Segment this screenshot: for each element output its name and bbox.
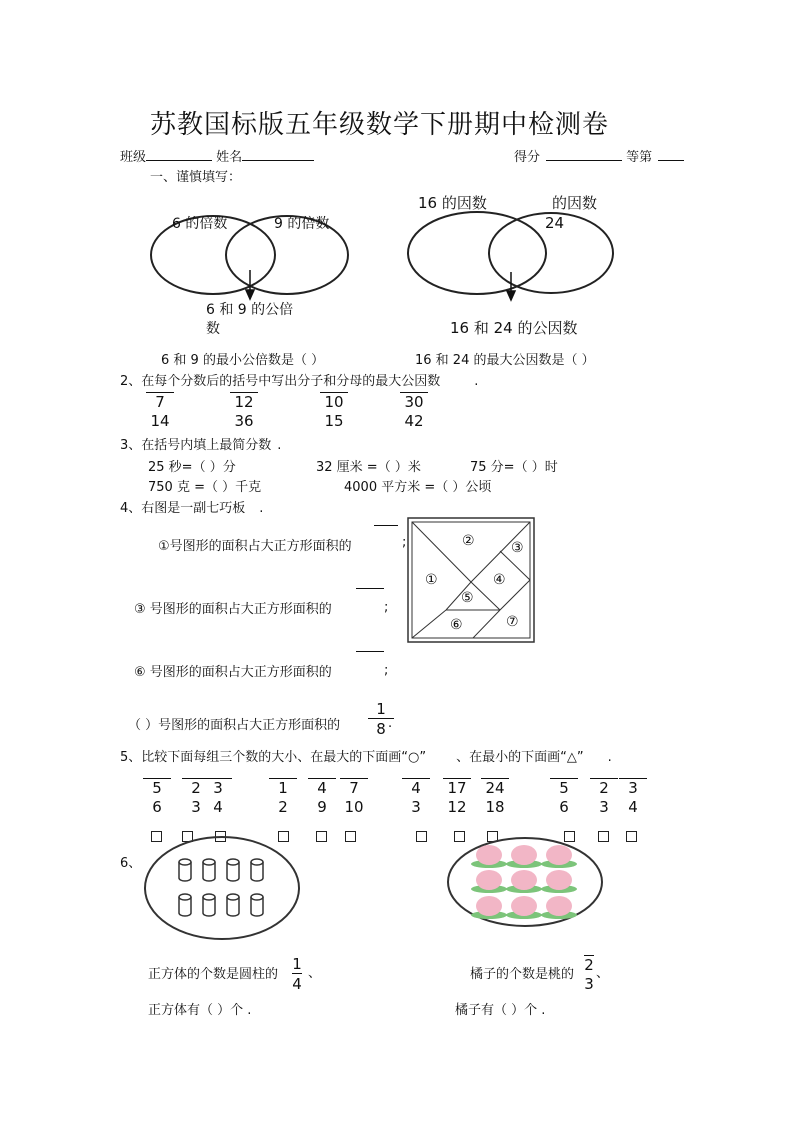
q4-instruction: 4、右图是一副七巧板 (120, 501, 246, 516)
tangram-piece-2: ② (462, 533, 475, 549)
peach-icon (471, 870, 507, 893)
q4-line-2: ③ 号图形的面积占大正方形面积的 (134, 602, 332, 617)
venn-right-label-a: 16 的因数 (418, 194, 487, 212)
q4-frac: $\frac{1}{8}$ (368, 700, 394, 739)
venn-left-common-label: 6 和 9 的公倍 (206, 302, 294, 318)
q2-instruction: 2、在每个分数后的括号中写出分子和分母的最大公因数 (120, 374, 441, 389)
q6-right-frac: 2 3 (584, 956, 594, 993)
rank-label: 等第 (626, 150, 653, 165)
q6-left-frac: $\frac{1}{4}$ (292, 955, 302, 993)
q5-g1-f3: 3 4 (204, 778, 232, 817)
q2-frac-3: 10 15 (320, 392, 348, 431)
page-title: 苏教国标版五年级数学下册期中检测卷 (150, 110, 610, 140)
q5-g4-f1: 5 6 (550, 778, 578, 817)
q3-item-5: 4000 平方米 =（ ）公顷 (344, 480, 492, 495)
q4-dot-end: . (388, 716, 393, 731)
venn-left-label-a: 6 的倍数 (172, 216, 228, 232)
q2-frac-1: 7 14 (146, 392, 174, 431)
q3-dot: . (277, 438, 282, 453)
q6-left-sep: 、 (308, 966, 322, 981)
class-label: 班级 (120, 150, 147, 165)
peach-icon (541, 870, 577, 893)
q6-right-question: 橘子有（ ）个 . (455, 1003, 546, 1018)
peach-icon (541, 896, 577, 919)
q4-semicolon-2: ; (384, 600, 389, 615)
q5-g1-f2: 2 3 (182, 778, 210, 817)
q6-left-text: 正方体的个数是圆柱的 (148, 967, 279, 982)
q5-g3-f3: 24 18 (481, 778, 509, 817)
q5-dot: . (607, 750, 612, 765)
q3-item-3: 75 分=（ ）时 (470, 460, 558, 475)
q5-g2-f3: 7 10 (340, 778, 368, 817)
peach-icon (471, 896, 507, 919)
peach-icon (506, 896, 542, 919)
venn-right-common-label: 16 和 24 的公因数 (450, 319, 578, 337)
q3-item-1: 25 秒=（ ）分 (148, 460, 236, 475)
q5-g4-f3: 3 4 (619, 778, 647, 817)
q5-g4-f2: 2 3 (590, 778, 618, 817)
venn-right-label-b: 的因数 (552, 194, 598, 212)
q6-right-sep: 、 (596, 966, 610, 981)
q3-instruction: 3、在括号内填上最简分数 (120, 438, 272, 453)
tangram-piece-5: ⑤ (461, 590, 474, 606)
q5-g3-f1: 4 3 (402, 778, 430, 817)
venn-left-common-label-2: 数 (206, 321, 220, 337)
peach-icon (541, 845, 577, 868)
tangram-piece-7: ⑦ (506, 614, 519, 630)
q6-right-text: 橘子的个数是桃的 (470, 967, 575, 982)
q6-label: 6、 (120, 856, 142, 871)
tangram-piece-1: ① (425, 572, 438, 588)
q5-g2-f1: 1 2 (269, 778, 297, 817)
peach-icon (506, 845, 542, 868)
q-lcm: 6 和 9 的最小公倍数是（ ） (161, 353, 325, 368)
tangram-piece-4: ④ (493, 572, 506, 588)
section1-heading: 一、谨慎填写： (150, 170, 242, 185)
q5-instruction-2: 、在最小的下面画“△” (456, 750, 584, 765)
q-gcd: 16 和 24 的最大公因数是（ ） (415, 353, 595, 368)
venn-left-label-b: 9 的倍数 (274, 216, 330, 232)
q4-semicolon-3: ; (384, 663, 389, 678)
q2-dot: . (474, 374, 479, 389)
name-label: 姓名 (216, 150, 243, 165)
q2-frac-2: 12 36 (230, 392, 258, 431)
q5-g1-f1: 5 6 (143, 778, 171, 817)
q5-g3-f2: 17 12 (443, 778, 471, 817)
venn-right-label-b-num: 24 (545, 214, 565, 232)
q4-dot: . (259, 501, 264, 516)
peach-icon (506, 870, 542, 893)
score-label: 得分 (514, 150, 541, 165)
tangram-piece-6: ⑥ (450, 617, 463, 633)
q6-left-question: 正方体有（ ）个 . (148, 1003, 252, 1018)
q4-line-4: （ ）号图形的面积占大正方形面积的 (128, 718, 341, 733)
q2-frac-4: 30 42 (400, 392, 428, 431)
tangram-piece-3: ③ (511, 540, 524, 556)
q3-item-4: 750 克 =（ ）千克 (148, 480, 262, 495)
q4-line-3: ⑥ 号图形的面积占大正方形面积的 (134, 665, 332, 680)
q4-semicolon-1: ; (402, 535, 407, 550)
q5-instruction: 5、比较下面每组三个数的大小、在最大的下面画“○” (120, 750, 427, 765)
q3-item-2: 32 厘米 =（ ）米 (316, 460, 421, 475)
q5-g2-f2: 4 9 (308, 778, 336, 817)
q4-line-1: ①号图形的面积占大正方形面积的 (158, 539, 352, 554)
